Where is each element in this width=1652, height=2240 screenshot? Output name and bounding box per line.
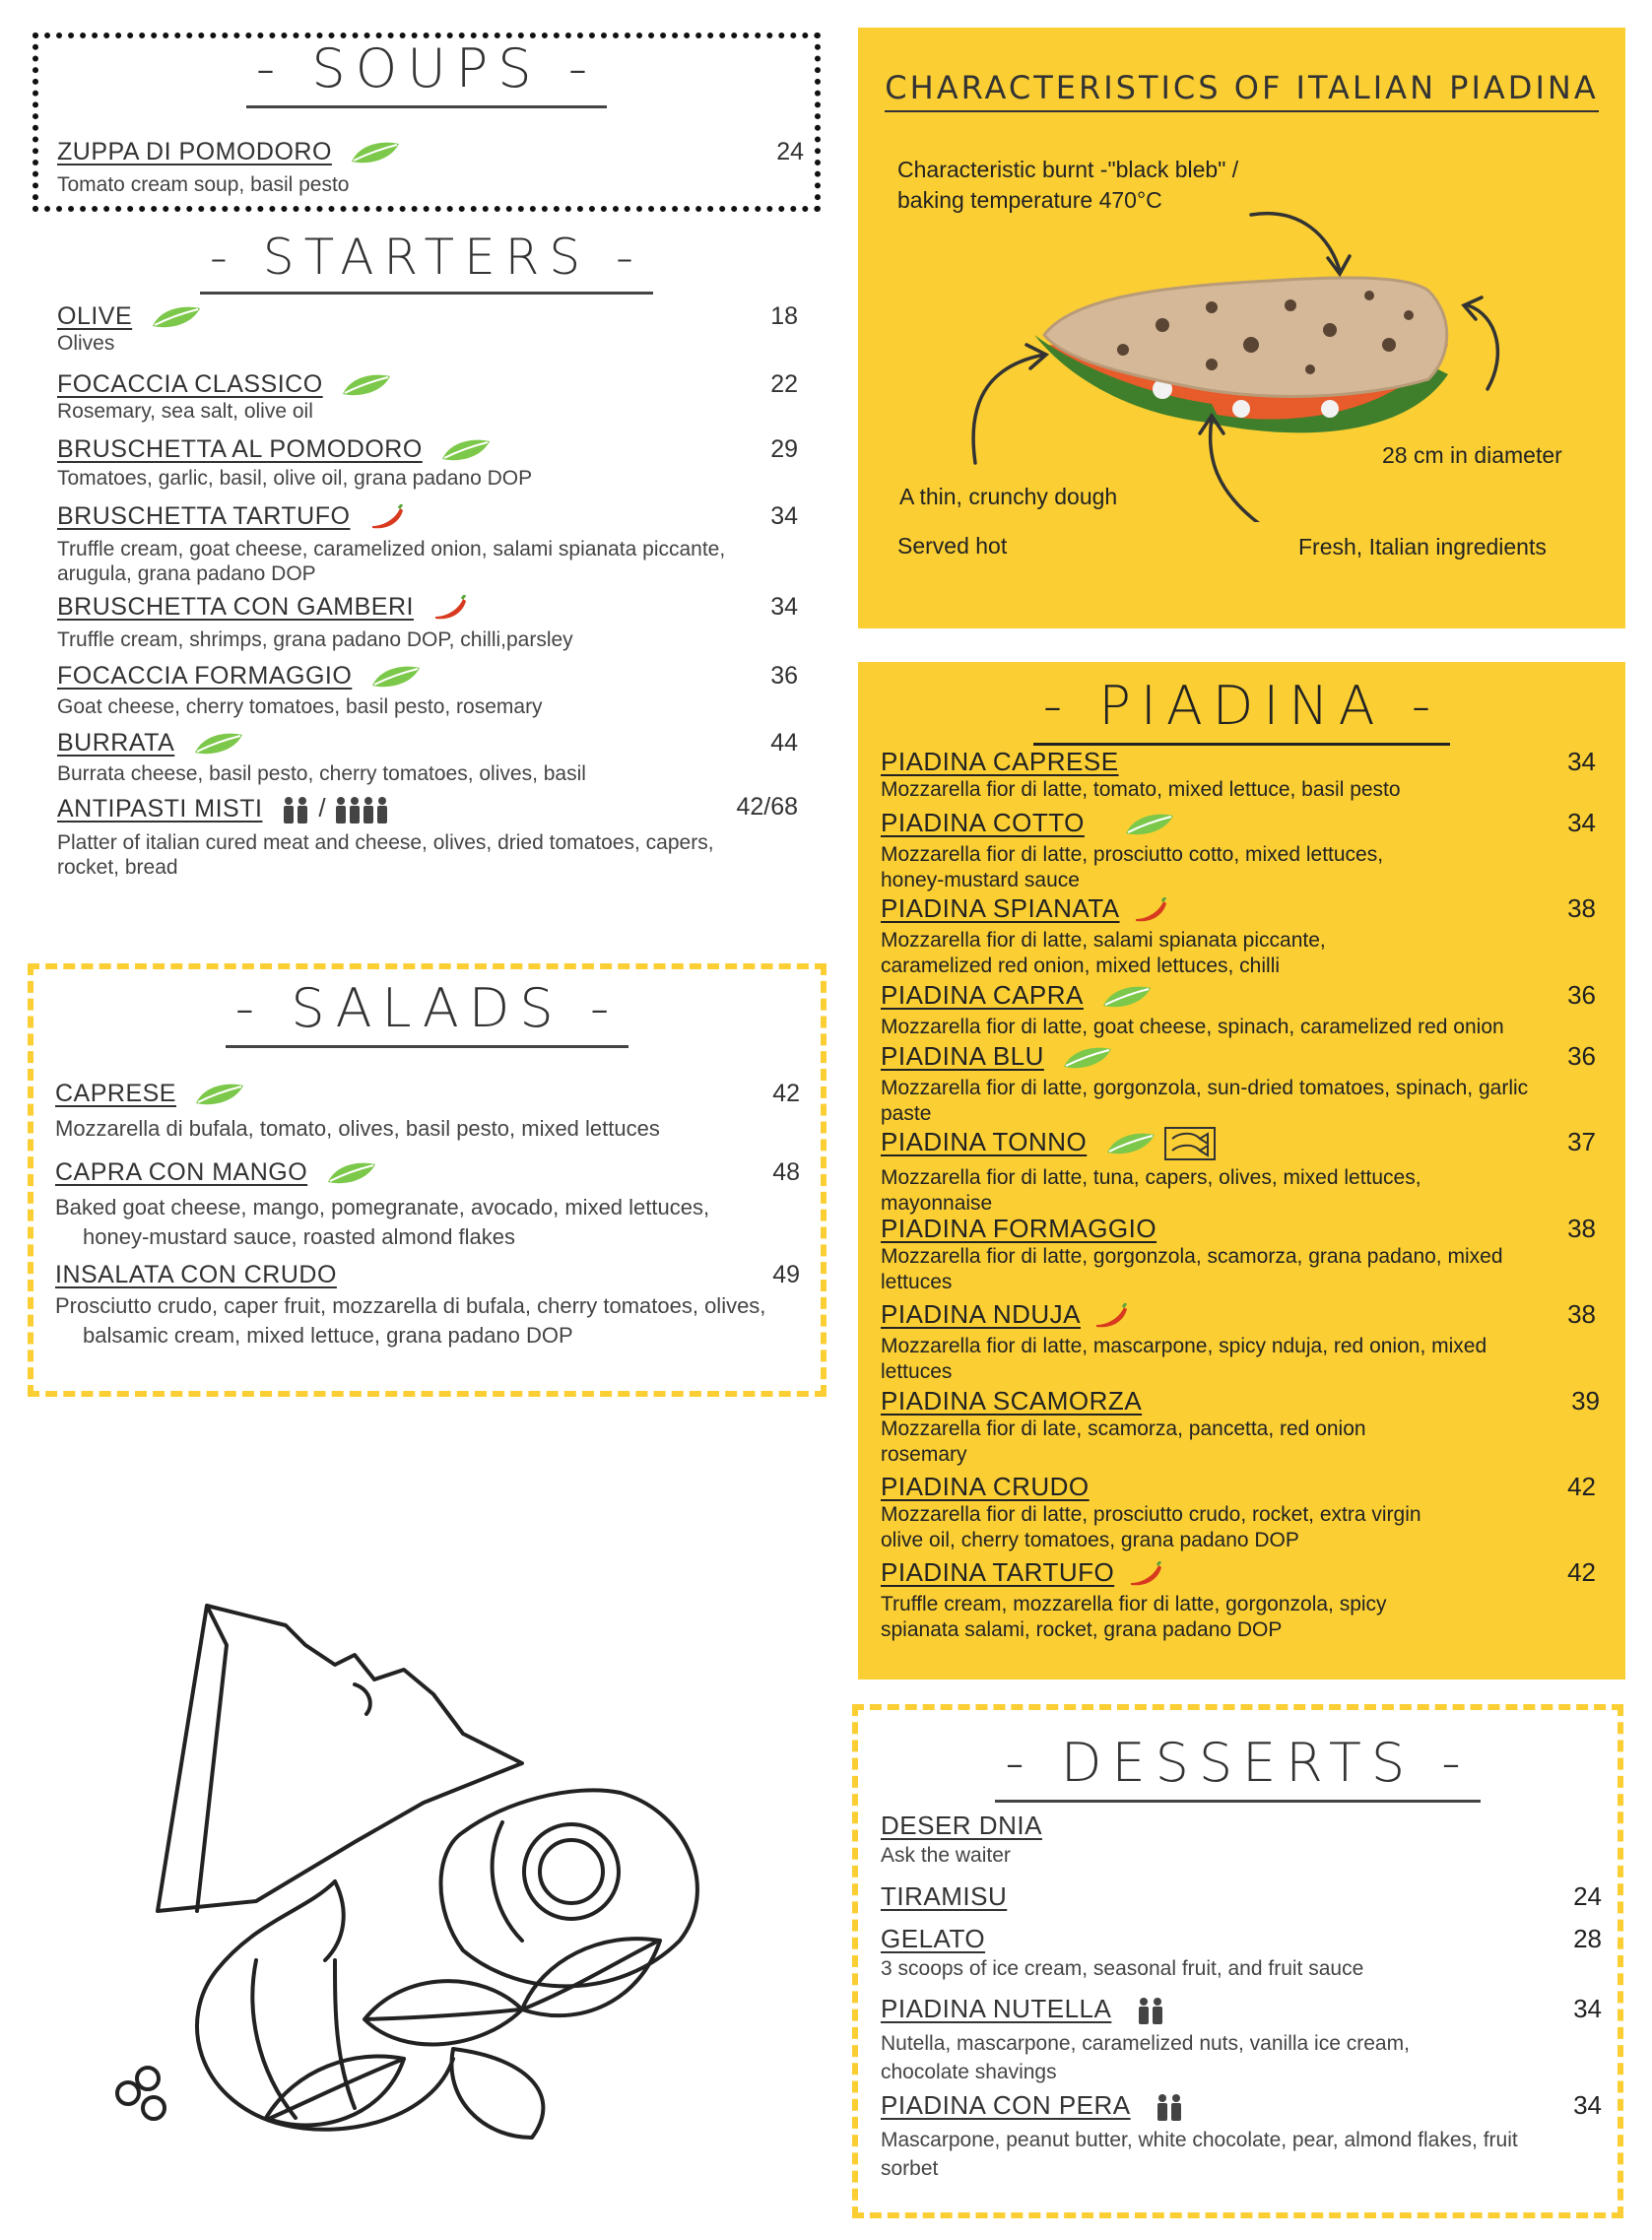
item-price: 38 xyxy=(1567,893,1596,923)
item-description: Rosemary, sea salt, olive oil xyxy=(57,400,313,424)
item-description: Mozzarella fior di latte, prosciutto cotto, mixed lettuces, honey-mustard sauce xyxy=(881,843,1384,892)
leaf-icon xyxy=(341,372,392,403)
menu-item xyxy=(57,370,798,424)
item-name: GELATO xyxy=(881,1924,986,1953)
leaf-icon xyxy=(326,1160,377,1191)
item-name: TIRAMISU xyxy=(881,1881,1008,1911)
annotation-burnt: Characteristic burnt -"black bleb" / baking temperature 470°C xyxy=(897,157,1239,213)
leaf-icon xyxy=(1124,812,1175,842)
item-description: Mozzarella fior di latte, gorgonzola, sun-dried tomatoes, spinach, garlic paste xyxy=(881,1077,1529,1126)
menu-item xyxy=(881,1557,1596,1643)
item-name: FOCACCIA FORMAGGIO xyxy=(57,662,353,690)
item-price: 22 xyxy=(770,370,798,398)
item-name: ANTIPASTI MISTI xyxy=(57,795,263,823)
leaf-icon xyxy=(1101,984,1153,1015)
item-name: PIADINA TARTUFO xyxy=(881,1557,1115,1587)
item-name: PIADINA BLU xyxy=(881,1041,1044,1071)
item-description: Mozzarella fior di latte, prosciutto crudo, rocket, extra virgin olive oil, cherry tomatoes, grana padano DOP xyxy=(881,1503,1421,1551)
item-price: 36 xyxy=(1567,1041,1596,1071)
leaf-icon xyxy=(1105,1131,1156,1161)
item-description: Tomatoes, garlic, basil, olive oil, grana padano DOP xyxy=(57,467,533,491)
item-name: PIADINA NDUJA xyxy=(881,1299,1081,1329)
item-name: PIADINA CON PERA xyxy=(881,2090,1131,2120)
item-price: 34 xyxy=(1573,2090,1602,2120)
two-people-icon xyxy=(281,796,310,828)
item-name: BRUSCHETTA TARTUFO xyxy=(57,502,351,530)
menu-item xyxy=(881,1127,1596,1217)
item-description: Mozzarella fior di latte, tuna, capers, olives, mixed lettuces, mayonnaise xyxy=(881,1166,1421,1216)
item-price: 24 xyxy=(776,138,804,165)
leaf-icon xyxy=(194,1082,245,1112)
menu-item xyxy=(57,729,798,786)
item-description: Burrata cheese, basil pesto, cherry tomatoes, olives, basil xyxy=(57,762,586,786)
item-description: Truffle cream, goat cheese, caramelized onion, salami spianata piccante, arugula, grana padano DOP xyxy=(57,538,726,586)
item-price: 42/68 xyxy=(736,793,798,821)
menu-item xyxy=(57,138,804,197)
item-price: 34 xyxy=(1567,747,1596,776)
item-description: Mozzarella di bufala, tomato, olives, basil pesto, mixed lettuces xyxy=(55,1116,660,1142)
annotation-dough: A thin, crunchy dough xyxy=(899,484,1118,509)
piadina-title: - PIADINA - xyxy=(858,675,1625,737)
item-name: BRUSCHETTA CON GAMBERI xyxy=(57,593,414,621)
salads-title: - SALADS - xyxy=(28,977,826,1039)
annotation-hot: Served hot xyxy=(897,533,1008,559)
item-price: 42 xyxy=(772,1080,800,1107)
menu-item xyxy=(881,1472,1596,1553)
item-price: 44 xyxy=(770,729,798,757)
menu-item xyxy=(55,1158,800,1252)
menu-item xyxy=(881,1924,1602,1984)
desserts-title: - DESSERTS - xyxy=(852,1732,1623,1794)
item-description: Mozzarella fior di late, scamorza, pancetta, red onion rosemary xyxy=(881,1417,1366,1466)
menu-item xyxy=(881,980,1596,1040)
item-description: Mozzarella fior di latte, tomato, mixed lettuce, basil pesto xyxy=(881,778,1401,801)
leaf-icon xyxy=(193,731,244,761)
fish-icon xyxy=(1164,1127,1216,1165)
menu-item xyxy=(881,1881,1602,1912)
item-name: PIADINA SPIANATA xyxy=(881,893,1120,923)
item-price: 42 xyxy=(1567,1472,1596,1501)
item-name: DESER DNIA xyxy=(881,1811,1042,1840)
menu-item xyxy=(881,1214,1596,1295)
separator-slash: / xyxy=(318,793,326,823)
item-description: Platter of italian cured meat and cheese, olives, dried tomatoes, capers, rocket, bread xyxy=(57,831,714,880)
menu-item xyxy=(57,593,798,652)
piadina-illustration xyxy=(916,197,1566,522)
menu-item xyxy=(57,662,798,719)
item-price: 18 xyxy=(770,302,798,330)
item-price: 36 xyxy=(1567,980,1596,1010)
menu-item xyxy=(881,747,1596,803)
item-name: CAPRA CON MANGO xyxy=(55,1158,308,1186)
menu-item xyxy=(881,1811,1602,1871)
menu-item xyxy=(881,893,1596,979)
item-price: 28 xyxy=(1573,1924,1602,1953)
item-name: CAPRESE xyxy=(55,1080,176,1107)
item-price: 29 xyxy=(770,435,798,463)
item-name: PIADINA NUTELLA xyxy=(881,1994,1112,2023)
item-description: Olives xyxy=(57,332,115,356)
menu-item xyxy=(57,302,798,356)
menu-item xyxy=(881,1386,1600,1468)
item-name: BRUSCHETTA AL POMODORO xyxy=(57,435,423,463)
item-name: BURRATA xyxy=(57,729,175,757)
chili-icon xyxy=(368,504,406,535)
item-description: Tomato cream soup, basil pesto xyxy=(57,173,350,197)
item-description: Mozzarella fior di latte, mascarpone, spicy nduja, red onion, mixed lettuces xyxy=(881,1335,1487,1384)
item-price: 48 xyxy=(772,1158,800,1186)
menu-item xyxy=(881,2090,1602,2183)
item-price: 34 xyxy=(770,593,798,621)
annotation-fresh: Fresh, Italian ingredients xyxy=(1298,534,1547,560)
item-name: PIADINA COTTO xyxy=(881,808,1085,837)
menu-item xyxy=(57,435,798,491)
item-description: Truffle cream, shrimps, grana padano DOP, chilli,parsley xyxy=(57,628,573,652)
chili-icon xyxy=(431,595,469,626)
item-description: Baked goat cheese, mango, pomegranate, avocado, mixed lettuces, honey-mustard sauce, roasted almond flakes xyxy=(55,1195,710,1250)
item-price: 24 xyxy=(1573,1881,1602,1911)
item-description: Mozzarella fior di latte, gorgonzola, scamorza, grana padano, mixed lettuces xyxy=(881,1245,1503,1293)
chili-icon xyxy=(1127,1561,1164,1592)
menu-item xyxy=(881,808,1596,893)
characteristics-title: CHARACTERISTICS OF ITALIAN PIADINA xyxy=(858,69,1625,106)
menu-item xyxy=(55,1080,800,1144)
item-name: PIADINA CAPRESE xyxy=(881,747,1119,776)
starters-title: - STARTERS - xyxy=(33,229,821,286)
item-description: Truffle cream, mozzarella fior di latte, gorgonzola, spicy spianata salami, rocket, grana padano DOP xyxy=(881,1593,1387,1642)
item-description: Mozzarella fior di latte, salami spianata piccante, caramelized red onion, mixed lettuces, chilli xyxy=(881,929,1326,978)
item-name: OLIVE xyxy=(57,302,133,330)
item-description: Mozzarella fior di latte, goat cheese, spinach, caramelized red onion xyxy=(881,1016,1504,1039)
annotation-diameter: 28 cm in diameter xyxy=(1382,442,1562,468)
item-price: 34 xyxy=(770,502,798,530)
menu-item xyxy=(57,502,798,586)
item-description: Goat cheese, cherry tomatoes, basil pesto, rosemary xyxy=(57,695,543,719)
item-name: PIADINA FORMAGGIO xyxy=(881,1214,1157,1243)
item-price: 34 xyxy=(1573,1994,1602,2023)
item-price: 38 xyxy=(1567,1299,1596,1329)
soups-title: - SOUPS - xyxy=(33,37,821,99)
item-description: Ask the waiter xyxy=(881,1844,1011,1867)
leaf-icon xyxy=(151,304,202,335)
ingredients-illustration xyxy=(108,1586,818,2157)
item-price: 37 xyxy=(1567,1127,1596,1156)
item-price: 38 xyxy=(1567,1214,1596,1243)
item-name: INSALATA CON CRUDO xyxy=(55,1261,337,1288)
menu-item xyxy=(881,1299,1596,1385)
leaf-icon xyxy=(440,437,492,468)
item-name: PIADINA SCAMORZA xyxy=(881,1386,1143,1416)
leaf-icon xyxy=(370,664,422,694)
item-price: 39 xyxy=(1571,1386,1600,1416)
four-people-icon xyxy=(334,796,389,828)
item-name: FOCACCIA CLASSICO xyxy=(57,370,323,398)
item-name: PIADINA CAPRA xyxy=(881,980,1084,1010)
menu-item xyxy=(57,793,798,880)
leaf-icon xyxy=(350,140,401,170)
menu-item xyxy=(881,1994,1602,2086)
chili-icon xyxy=(1132,897,1169,928)
item-price: 34 xyxy=(1567,808,1596,837)
leaf-icon xyxy=(1062,1045,1113,1076)
item-price: 42 xyxy=(1567,1557,1596,1587)
chili-icon xyxy=(1092,1303,1130,1334)
item-description: Prosciutto crudo, caper fruit, mozzarella di bufala, cherry tomatoes, olives, balsamic cream, mixed lettuce, grana padano DOP xyxy=(55,1293,766,1348)
item-name: ZUPPA DI POMODORO xyxy=(57,138,332,165)
item-description: Nutella, mascarpone, caramelized nuts, vanilla ice cream, chocolate shavings xyxy=(881,2032,1410,2084)
item-description: 3 scoops of ice cream, seasonal fruit, and fruit sauce xyxy=(881,1957,1364,1980)
item-description: Mascarpone, peanut butter, white chocolate, pear, almond flakes, fruit sorbet xyxy=(881,2129,1518,2181)
item-price: 49 xyxy=(772,1261,800,1288)
two-people-icon xyxy=(1136,1997,1165,2029)
menu-item xyxy=(55,1261,800,1351)
item-name: PIADINA CRUDO xyxy=(881,1472,1090,1501)
item-name: PIADINA TONNO xyxy=(881,1127,1088,1156)
two-people-icon xyxy=(1155,2093,1184,2126)
item-price: 36 xyxy=(770,662,798,690)
menu-item xyxy=(881,1041,1596,1127)
